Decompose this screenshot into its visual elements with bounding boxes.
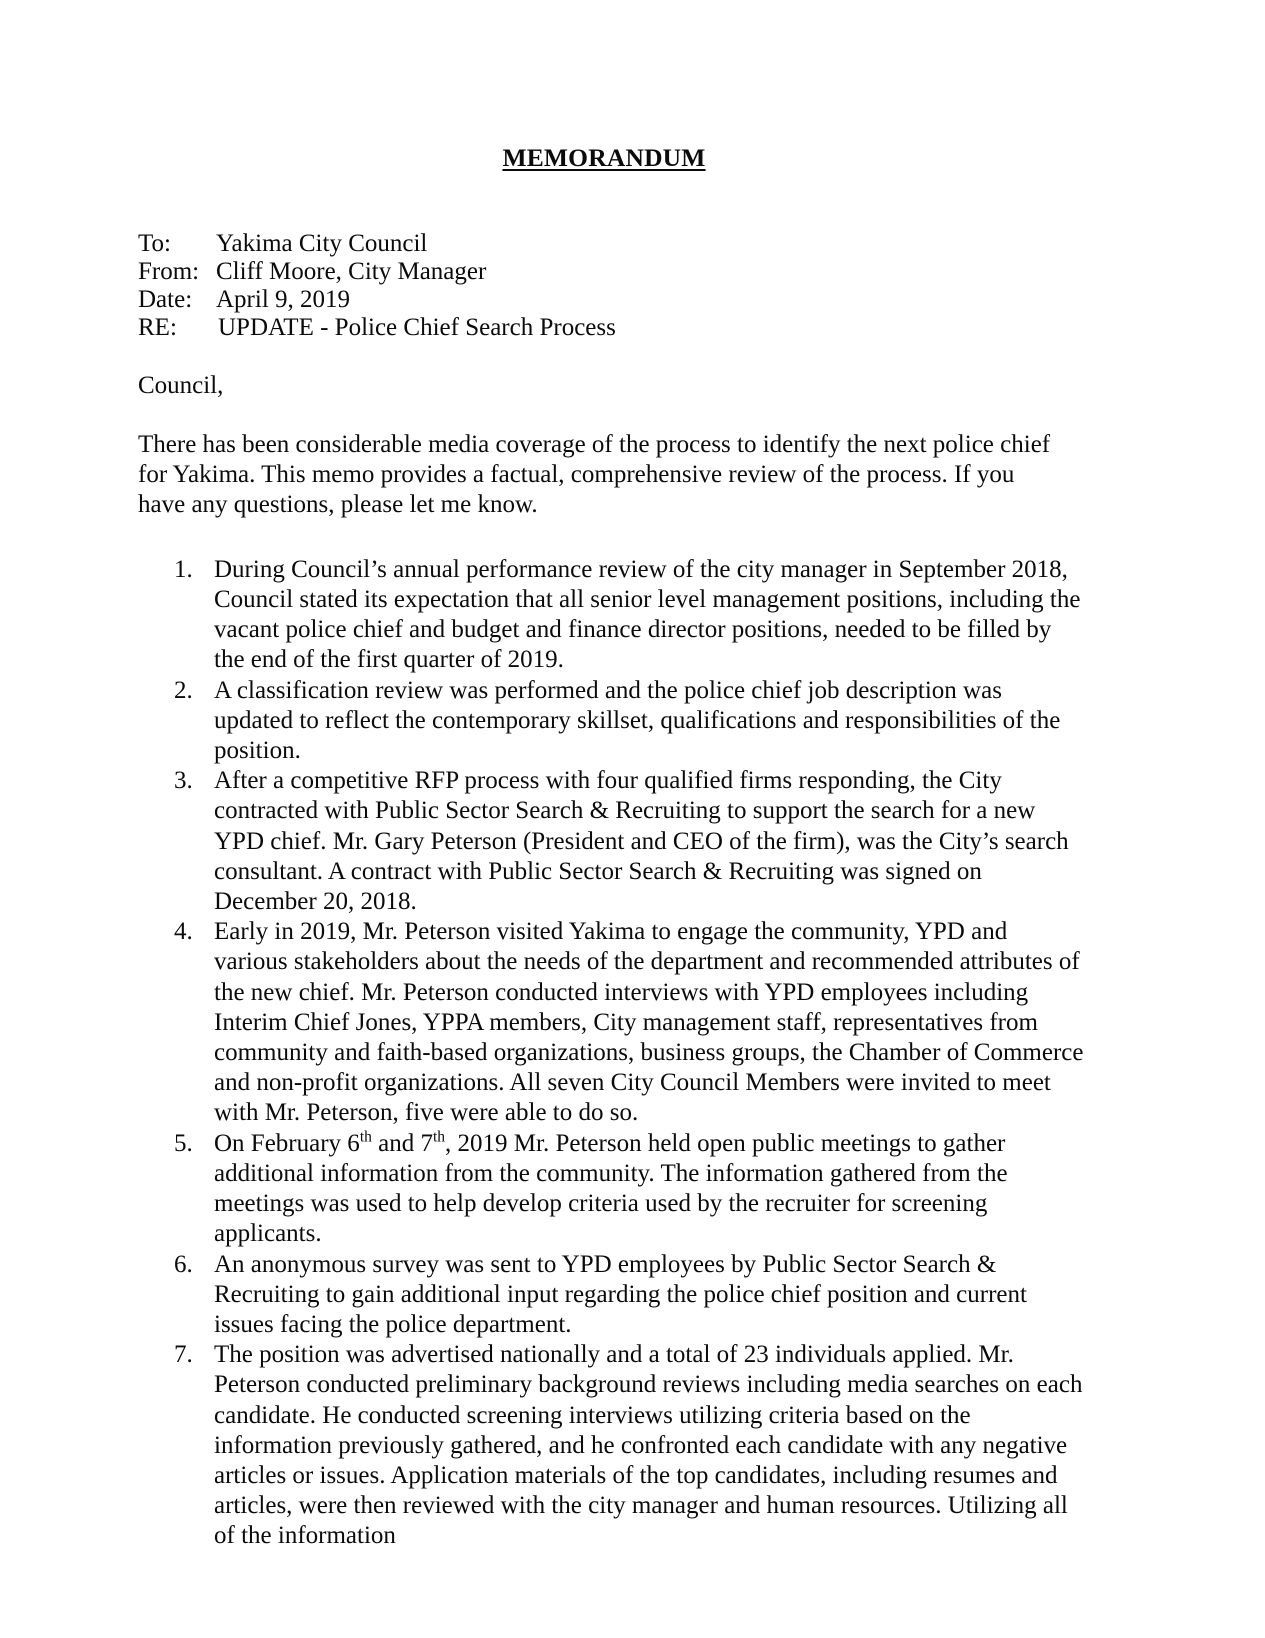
memo-value-date: April 9, 2019 (216, 286, 351, 313)
memo-label-re: RE: (138, 314, 177, 342)
memo-value-from: Cliff Moore, City Manager (216, 257, 487, 285)
list-item (174, 1250, 1086, 1341)
memo-value-re: UPDATE - Police Chief Search Process (218, 314, 616, 342)
memo-header-row-to (138, 230, 1070, 258)
list-item (174, 555, 1086, 676)
salutation: Council, (138, 372, 224, 400)
list-item (174, 1340, 1086, 1551)
document-sheet (138, 0, 1084, 1638)
list-item-text: Early in 2019, Mr. Peterson visited Yakima to engage the community, YPD and various stakeholders about the needs of the department and recommended attributes of the new chief. Mr. Peterson conducted interviews with YPD employees including Interim Chief Jones, YPPA members, City management staff, representatives from community and faith-based organizations, business groups, the Chamber of Commerce and non-profit organizations. All seven City Council Members were invited to meet with Mr. Peterson, five were able to do so. (214, 918, 1084, 1127)
page-title-text: MEMORANDUM (502, 143, 706, 172)
memo-header-row-from (138, 258, 1070, 286)
memo-header-block (138, 230, 1070, 343)
list-item-text: After a competitive RFP process with four qualified firms responding, the City contracted with Public Sector Search & Recruiting to support the search for a new YPD chief. Mr. Gary Peterson (President and CEO of the firm), was the City’s search consultant. A contract with Public Sector Search & Recruiting was signed on December 20, 2018. (214, 767, 1069, 916)
list-item-marker: 5. (174, 1129, 193, 1157)
page-title (138, 0, 1070, 174)
list-item-text: A classification review was performed and the police chief job description was updated to reflect the contemporary skillset, qualifications and responsibilities of the position. (214, 676, 1061, 765)
list-item (174, 1129, 1086, 1250)
memo-label-to: To: (138, 229, 171, 257)
numbered-list (174, 555, 1086, 1552)
list-item-marker: 4. (174, 918, 193, 946)
list-item-marker: 1. (174, 555, 193, 583)
memo-label-from: From: (138, 257, 200, 285)
list-item-marker: 2. (174, 676, 193, 704)
list-item-marker: 7. (174, 1341, 193, 1369)
memo-header-row-date (138, 286, 1070, 314)
list-item-text: On February 6th and 7th, 2019 Mr. Peterson held open public meetings to gather additional information from the community. The information gathered from the meetings was used to help develop criteria used by the recruiter for screening applicants. (214, 1128, 1008, 1248)
list-item-marker: 6. (174, 1250, 193, 1278)
list-item (174, 766, 1086, 917)
memo-label-date: Date: (138, 286, 193, 313)
list-item-text: The position was advertised nationally and a total of 23 individuals applied. Mr. Peterson conducted preliminary background reviews including media searches on each candidate. He conducted screening interviews utilizing criteria based on the information previously gathered, and he confronted each candidate with any negative articles or issues. Application materials of the top candidates, including resumes and articles, were then reviewed with the city manager and human resources. Utilizing all of the information (214, 1341, 1083, 1550)
list-item (174, 917, 1086, 1128)
list-item-text: During Council’s annual performance review of the city manager in September 2018, Council stated its expectation that all senior level management positions, including the vacant police chief and budget and finance director positions, needed to be filled by the end of the first quarter of 2019. (214, 555, 1081, 674)
list-item (174, 676, 1086, 767)
list-item-text: An anonymous survey was sent to YPD employees by Public Sector Search & Recruiting to gain additional input regarding the police chief position and current issues facing the police department. (214, 1250, 1027, 1338)
memo-header-row-re (138, 314, 1070, 342)
memo-value-to: Yakima City Council (216, 229, 428, 257)
intro-paragraph: There has been considerable media coverage of the process to identify the next police chief for Yakima. This memo provides a factual, comprehensive review of the process. If you have any questions, please let me know. (138, 430, 1051, 519)
list-item-marker: 3. (174, 767, 193, 795)
